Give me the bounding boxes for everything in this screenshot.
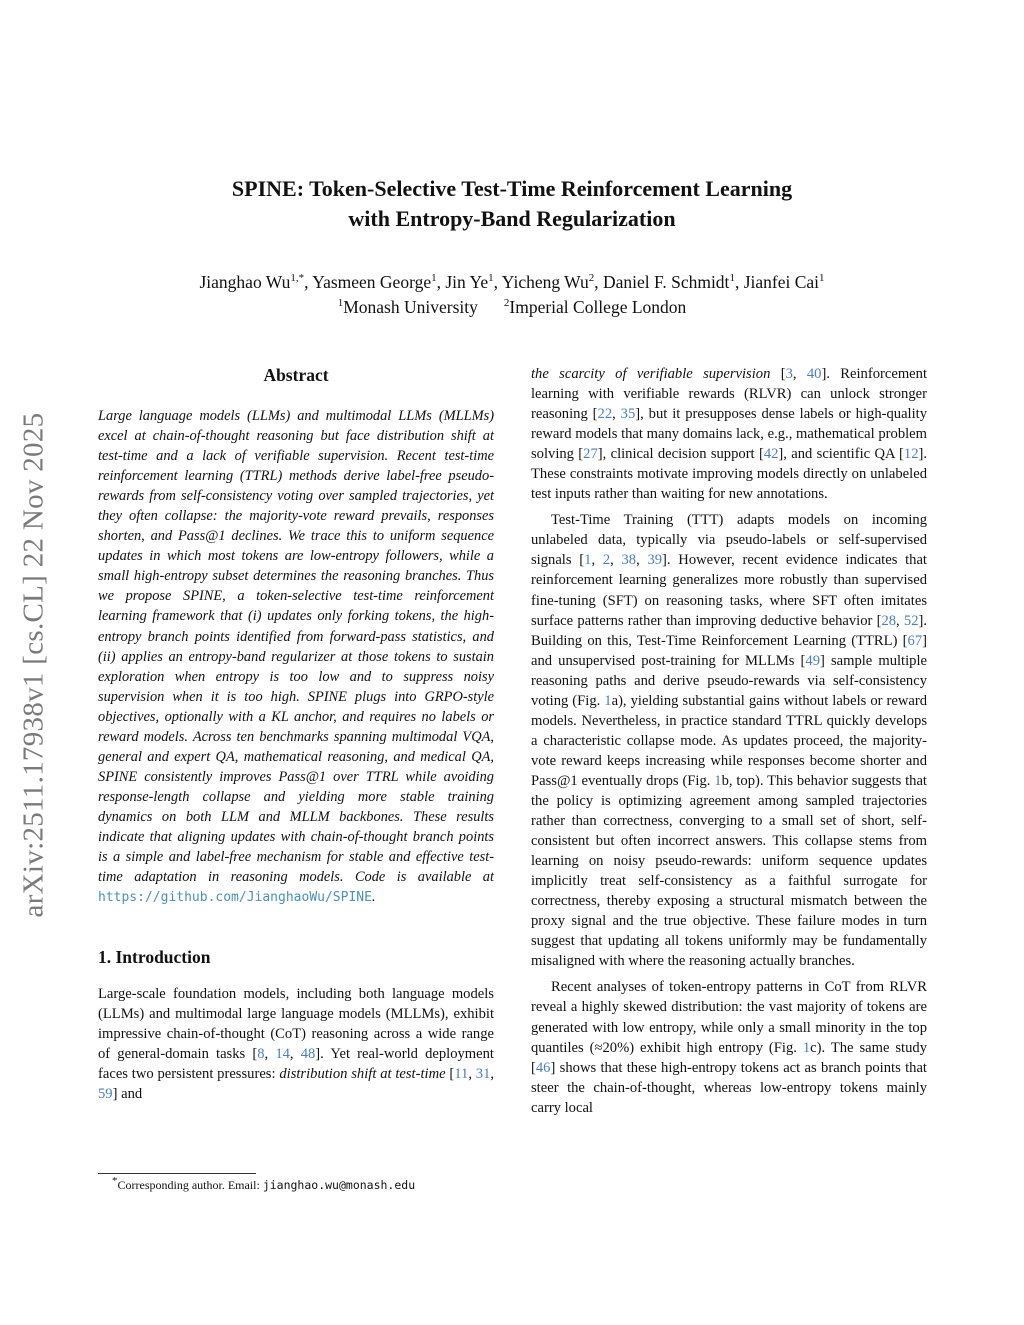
citation-link[interactable]: 3 xyxy=(785,366,793,382)
body-text: ]. These constraints motivate improving models directly on unlabeled test inputs rather than waiting for new annotations. xyxy=(531,446,928,503)
citation-link[interactable]: 48 xyxy=(300,1046,316,1063)
citation-link[interactable]: 38 xyxy=(621,552,637,569)
affiliation-mark: 1 xyxy=(337,297,344,310)
citation-link[interactable]: 35 xyxy=(620,406,636,423)
left-column xyxy=(98,364,494,1104)
abstract-body: Large language models (LLMs) and multimodal LLMs (MLLMs) excel at chain-of-thought reasoning but face distribution shift at test-time and a lack of verifiable supervision. Recent test-time reinforcement learning (TTRL) methods derive label-free pseudo-rewards from self-consistency voting over sampled trajectories, yet they often collapse: the majority-vote reward prevails, responses shorten, and Pass@1 declines. We trace this to uniform sequence updates in which most tokens are low-entropy followers, while a small high-entropy subset determines the reasoning branches. Thus we propose SPINE, a token-selective test-time reinforcement learning framework that (i) updates only forking tokens, the high-entropy branch points identified from forward-pass statistics, and (ii) applies an entropy-band regularizer at those tokens to sustain exploration when entropy is too low and to suppress noisy supervision when it is too high. SPINE plugs into GRPO-style objectives, optionally with a KL anchor, and requires no labels or reward models. Across ten benchmarks spanning multimodal VQA, general and expert QA, mathematical reasoning, and medical QA, SPINE consistently improves Pass@1 over TTRL while avoiding response-length collapse and yielding more stable training dynamics on both LLM and MLLM backbones. These results indicate that aligning updates with chain-of-thought branch points is a simple and label-free mechanism for stable and effective test-time adaptation in reasoning models. Code is available at https://github.com/JianghaoWu/SPINE. xyxy=(98,408,494,906)
abstract-heading: Abstract xyxy=(263,365,329,385)
citation-link[interactable]: 46 xyxy=(535,1059,551,1076)
emphasized-text: the scarcity of verifiable supervision xyxy=(531,366,771,382)
body-text: ] and unsupervised post-training for MLLMs [ xyxy=(531,632,927,669)
citation-link[interactable]: 22 xyxy=(597,406,613,423)
body-text: Large-scale foundation models, including both language models (LLMs) and multimodal large language models (MLLMs), exhibit impressive chain-of-thought (CoT) reasoning across a wide range of general-domain tasks [ xyxy=(98,986,494,1063)
introduction-heading: 1. Introduction xyxy=(98,947,211,968)
body-text: , xyxy=(896,612,904,629)
intro-paragraph-1 xyxy=(98,984,494,1104)
body-text: ]. Building on this, Test-Time Reinforcement Learning (TTRL) [ xyxy=(531,612,928,649)
body-text: [ xyxy=(770,366,786,382)
citation-link[interactable]: 31 xyxy=(475,1066,491,1083)
footnote-rule xyxy=(98,1173,256,1174)
body-text: c). The same study [ xyxy=(531,1039,928,1076)
citation-link[interactable]: 14 xyxy=(275,1046,290,1063)
author-affiliation-mark: 2 xyxy=(588,272,595,285)
arxiv-identifier-text: arXiv:2511.17938v1 [cs.CL] 22 Nov 2025 xyxy=(17,412,50,918)
citation-link[interactable]: 11 xyxy=(454,1066,469,1083)
author-affiliation-mark: 1 xyxy=(488,272,494,285)
author-name: Jianghao Wu xyxy=(199,272,291,292)
citation-link[interactable]: 12 xyxy=(903,446,919,463)
author-name: Daniel F. Schmidt xyxy=(602,272,730,292)
body-text: b, top). This behavior suggests that the policy is optimizing agreement among sampled trajectories rather than correctness, converging to a small set of short, self-consistent but often incorrect answers. This collapse stems from learning on noisy pseudo-rewards: uniform sequence updates implicitly treat self-consistency as a faithful surrogate for correctness, thereby exposing a structural mismatch between the proxy signal and the true objective. These failure modes in turn suggest that updating all tokens uniformly may be fundamentally misaligned with where the reasoning actually branches. xyxy=(531,772,927,970)
body-text: , xyxy=(612,406,621,423)
code-link[interactable]: https://github.com/JianghaoWu/SPINE xyxy=(98,890,372,906)
body-text: Recent analyses of token-entropy patterns in CoT from RLVR reveal a highly skewed distribution: the vast majority of tokens are generated with low entropy, while only a small minority in the top quantiles (≈20%) exhibit high entropy (Fig. xyxy=(531,979,927,1056)
intro-paragraph-2 xyxy=(531,510,927,971)
citation-link[interactable]: 67 xyxy=(907,632,923,649)
abstract-text: Large language models (LLMs) and multimodal LLMs (MLLMs) excel at chain-of-thought reasoning but face distribution shift at test-time and a lack of verifiable supervision. Recent test-time reinforcement learning (TTRL) methods derive label-free pseudo-rewards from self-consistency voting over sampled trajectories, yet they often collapse: the majority-vote reward prevails, responses shorten, and Pass@1 declines. We trace this to uniform sequence updates in which most tokens are low-entropy followers, while a small high-entropy subset determines the reasoning branches. Thus we propose SPINE, a token-selective test-time reinforcement learning framework that (i) updates only forking tokens, the high-entropy branch points identified from forward-pass statistics, and (ii) applies an entropy-band regularizer at those tokens to sustain exploration when entropy is too low and to suppress noisy supervision when it is too high. SPINE plugs into GRPO-style objectives, optionally with a KL anchor, and requires no labels or reward models. Across ten benchmarks spanning multimodal VQA, general and expert QA, mathematical reasoning, and medical QA, SPINE consistently improves Pass@1 over TTRL while avoiding response-length collapse and yielding more stable training dynamics on both LLM and MLLM backbones. These results indicate that aligning updates with chain-of-thought branch points is a simple and label-free mechanism for stable and effective test-time adaptation in reasoning models. Code is available at xyxy=(98,408,494,886)
citation-link[interactable]: 42 xyxy=(763,446,779,463)
title-line-2: with Entropy-Band Regularization xyxy=(348,206,676,231)
author-name: Yasmeen George xyxy=(312,272,432,292)
citation-link[interactable]: 39 xyxy=(647,552,663,569)
author-name: Yicheng Wu xyxy=(501,272,589,292)
body-text: Test-Time Training (TTT) adapts models on incoming unlabeled data, typically via pseudo-labels or self-supervised signals [ xyxy=(531,512,927,569)
body-text: ], but it presupposes dense labels or high-quality reward models that many domains lack, e.g., mathematical problem solving [ xyxy=(531,406,928,463)
body-text: ], clinical decision support [ xyxy=(597,446,764,463)
body-text: ] shows that these high-entropy tokens act as branch points that steer the chain-of-thought, whereas low-entropy tokens mainly carry local xyxy=(531,1059,927,1116)
body-text: , xyxy=(591,552,603,569)
author-affiliation-mark: 1 xyxy=(729,272,735,285)
author-name: Jin Ye xyxy=(445,272,489,292)
citation-link[interactable]: 28 xyxy=(881,612,897,629)
body-text: ] sample multiple reasoning paths and derive pseudo-rewards via self-consistency voting (Fig. xyxy=(531,652,927,709)
footnote-text: Corresponding author. Email: xyxy=(117,1178,263,1192)
citation-link[interactable]: 52 xyxy=(903,612,919,629)
citation-link[interactable]: 1 xyxy=(802,1039,811,1056)
footnote-mark: * xyxy=(112,1175,118,1187)
author-name: Jianfei Cai xyxy=(743,272,820,292)
author-affiliation-mark: 1 xyxy=(819,272,825,285)
footnote-email: jianghao.wu@monash.edu xyxy=(262,1178,416,1192)
citation-link[interactable]: 59 xyxy=(98,1086,113,1103)
body-text: ]. Yet real-world deployment faces two persistent pressures: xyxy=(98,1046,494,1083)
citation-link[interactable]: 49 xyxy=(805,652,820,669)
body-text: , xyxy=(289,1046,301,1063)
body-text: a), yielding substantial gains without labels or reward models. Nevertheless, in practice standard TTRL quickly develops a characteristic collapse mode. As updates proceed, the majority-vote reward keeps increasing while responses become shorter and Pass@1 eventually drops (Fig. xyxy=(531,692,927,789)
citation-link[interactable]: 27 xyxy=(583,446,598,463)
intro-paragraph-1-continued xyxy=(531,364,927,504)
body-text: , xyxy=(610,552,622,569)
affiliation-name: Imperial College London xyxy=(509,297,687,317)
body-text: , xyxy=(490,1066,495,1083)
body-text: , xyxy=(468,1066,476,1083)
body-text: ]. However, recent evidence indicates that reinforcement learning generalizes more robustly than supervised fine-tuning (SFT) on reasoning tasks, where SFT often imitates surface patterns rather than improving deductive behavior [ xyxy=(531,552,927,629)
citation-link[interactable]: 8 xyxy=(257,1046,265,1063)
body-text: , xyxy=(636,552,648,569)
arxiv-identifier xyxy=(4,370,64,960)
author-list: Jianghao $Wu^{1,*}$, Yasmeen George$^1$, Jin Ye$^1$, Yicheng Wu$^2$, Daniel F. Schmidt$^1$, Jianfei Cai$^1$ xyxy=(199,272,825,292)
citation-link[interactable]: 2 xyxy=(602,552,611,569)
affiliation-list xyxy=(90,294,934,320)
citation-link[interactable]: 40 xyxy=(806,366,822,382)
citation-link[interactable]: 1 xyxy=(584,552,592,569)
author-affiliation-mark: 1 xyxy=(431,272,437,285)
citation-link[interactable]: 1 xyxy=(714,772,722,789)
title-line-1: SPINE: Token-Selective Test-Time Reinforcement Learning xyxy=(231,176,793,201)
body-text: ] and xyxy=(112,1086,143,1103)
right-column xyxy=(531,364,927,1118)
body-text: , xyxy=(264,1046,276,1063)
author-affiliation-mark: 1,* xyxy=(290,272,305,285)
footnote xyxy=(112,1177,415,1193)
affiliation-name: Monash University xyxy=(343,297,478,317)
affiliation-mark: 2 xyxy=(503,297,510,310)
body-text: ]. Reinforcement learning with verifiable rewards (RLVR) can unlock stronger reasoning [ xyxy=(531,366,928,423)
paper-title xyxy=(100,174,924,234)
body-text: ], and scientific QA [ xyxy=(778,446,904,463)
body-text: , xyxy=(792,366,807,382)
body-text: [ xyxy=(445,1066,455,1083)
intro-paragraph-3 xyxy=(531,977,927,1117)
emphasized-text: distribution shift at test-time xyxy=(279,1066,446,1083)
citation-link[interactable]: 1 xyxy=(604,692,612,709)
